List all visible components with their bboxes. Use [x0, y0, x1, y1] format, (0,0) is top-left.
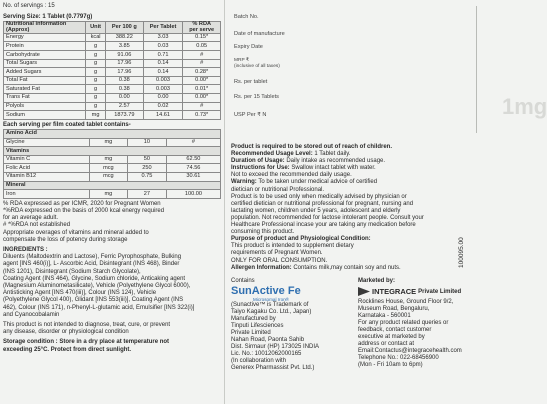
nutrition-cell: 0.14 — [143, 59, 183, 68]
info-text: Product is to be used only when medically advised by physician or — [231, 193, 407, 200]
vitamin-section-header — [4, 181, 221, 190]
manufacturer-line: Taiyo Kagaku Co. Ltd., Japan) — [231, 309, 312, 316]
panel-divider — [224, 0, 225, 404]
ingredients-line: Diluents (Maltodextrin and Lactose), Ferric Pyrophosphate, Bulking — [3, 254, 182, 261]
storage-line: exceeding 25°C. Protect from direct sunlight. — [3, 346, 132, 353]
nutrition-cell: g — [86, 68, 106, 77]
nutrition-cell: mg — [86, 111, 106, 120]
nutrition-cell: 17.96 — [106, 68, 144, 77]
info-text: consuming this product. — [231, 229, 295, 236]
rda-note-line: Appropriate overages of vitamins and mineral added to — [3, 229, 149, 236]
integrace-arrow-icon — [358, 287, 370, 296]
nutrition-cell: 3.85 — [106, 42, 144, 51]
info-text: dietician or nutritional Professional. — [231, 186, 325, 193]
brand-name: INTEGRACE — [372, 287, 417, 297]
nutrition-cell: 0.28* — [183, 68, 221, 77]
ingredients-line: 462), Colour (INS 171), n-Phenyl-L-glutamic acid, Emulsifier [INS 322(i)] — [3, 304, 195, 311]
batch-separator — [476, 6, 477, 133]
marketer-line: (Mon - Fri 10am to 6pm) — [358, 362, 423, 369]
nutrition-cell: 0.00 — [143, 93, 183, 102]
info-text: This product is intended to supplement dietary — [231, 243, 354, 250]
vitamin-cell: 74.56 — [166, 164, 220, 173]
nutrition-header-cell: Per 100 g — [106, 22, 144, 33]
nutrition-row — [4, 76, 221, 85]
vitamin-cell: Folic Acid — [4, 164, 90, 173]
vitamin-cell: 10 — [127, 138, 166, 147]
disclaimer-line: This product is not intended to diagnose, treat, cure, or prevent — [3, 321, 171, 328]
manufacturer-line: (In collaboration with — [231, 358, 287, 365]
vitamin-cell: mg — [89, 155, 127, 164]
marketed-block — [358, 278, 478, 369]
info-text: ONLY FOR ORAL CONSUMPTION. — [231, 257, 328, 264]
vitamin-cell: Vitamin B12 — [4, 172, 90, 181]
rda-note-line: # *%RDA not established — [3, 222, 71, 229]
batch-field-label: Batch No. — [234, 14, 259, 20]
marketer-line: For any product related queries or — [358, 320, 449, 327]
vitamin-section-header — [4, 147, 221, 156]
nutrition-header-cell: Unit — [86, 22, 106, 33]
marketer-line: Rocklines House, Ground Floor 9/2, — [358, 299, 454, 306]
ingredients-line: (INS 1201), Disintegrant (Sodium Starch Glycolate), — [3, 268, 141, 275]
rda-note-line: % RDA expressed as per ICMR, 2020 for Pregnant Women — [3, 200, 161, 207]
info-label: Duration of Usage: — [231, 158, 285, 165]
nutrition-cell: Polyols — [4, 102, 86, 111]
product-info — [231, 144, 479, 272]
nutrition-cell: g — [86, 42, 106, 51]
vitamin-cell: 50 — [127, 155, 166, 164]
sunactive-block — [231, 278, 351, 372]
ingredients-title: INGREDIENTS : — [3, 246, 48, 253]
storage-line: Storage condition : Store in a dry place at temperature not — [3, 339, 170, 346]
batch-field-label: MRP ₹ (inclusive of all taxes) — [234, 58, 280, 70]
marketer-line: address or contact at — [358, 341, 415, 348]
nutrition-cell: Energy — [4, 33, 86, 42]
nutrition-cell: 0.15* — [183, 33, 221, 42]
nutrition-row — [4, 33, 221, 42]
nutrition-row — [4, 68, 221, 77]
batch-field-label: USP Per ₹ N — [234, 112, 267, 118]
nutrition-cell: 0.01* — [183, 85, 221, 94]
nutrition-row — [4, 42, 221, 51]
vitamin-cell: mg — [89, 138, 127, 147]
nutrition-row — [4, 102, 221, 111]
nutrition-row — [4, 85, 221, 94]
info-text: Not to exceed the recommended daily usage. — [231, 172, 352, 179]
ingredients-line: (Magnesium Aluminometasilicate), Vehicle (Polyethylene Glycol 6000), — [3, 282, 191, 289]
nutrition-cell: 0.14 — [143, 68, 183, 77]
disclaimer-text — [0, 322, 224, 336]
vitamin-cell: mg — [89, 190, 127, 199]
info-label: Warning: — [231, 179, 257, 186]
nutrition-cell: 0.003 — [143, 85, 183, 94]
nutrition-cell: Protein — [4, 42, 86, 51]
ingredients-line: Coating Agent (INS 464), Glycine, Sodium chloride, Anticaking agent — [3, 275, 186, 282]
nutrition-cell: 0.02 — [143, 102, 183, 111]
marketer-line: Karnataka - 560001 — [358, 313, 411, 320]
right-panel — [226, 0, 547, 404]
manufacturer-line: Tinputi Lifesciences — [231, 323, 284, 330]
nutrition-row — [4, 59, 221, 68]
info-label: Instructions for Use: — [231, 165, 290, 172]
manufacturer-line: Private Limited — [231, 330, 271, 337]
nutrition-cell: # — [183, 102, 221, 111]
info-text: Contains milk,may contain soy and nuts. — [291, 264, 401, 271]
info-line — [231, 222, 479, 229]
info-label: Allergen Information: — [231, 264, 292, 271]
nutrition-table — [3, 21, 221, 119]
vitamin-row — [4, 164, 221, 173]
info-text: certified dietician or nutritional professional for pregnant, nursing and — [231, 200, 414, 207]
nutrition-row — [4, 51, 221, 60]
marketer-line: executive at marketed by — [358, 334, 425, 341]
marketer-line: Telephone No.: 022-68456900 — [358, 355, 439, 362]
nutrition-cell: 0.38 — [106, 85, 144, 94]
info-line — [231, 208, 479, 215]
info-text: Healthcare Professional incase your are taking any medication before — [231, 222, 416, 229]
batch-field-label: Rs. per 15 Tablets — [234, 94, 279, 100]
nutrition-cell: 0.71 — [143, 51, 183, 60]
info-text: Daily intake as recommended usage. — [284, 158, 386, 165]
vitamin-cell: Iron — [4, 190, 90, 199]
integrace-logo — [358, 287, 478, 296]
info-line — [231, 187, 479, 194]
nutrition-cell: # — [183, 51, 221, 60]
nutrition-cell: 17.96 — [106, 59, 144, 68]
vitamin-cell: 62.50 — [166, 155, 220, 164]
info-text: population. Not recommended for lactose intolerant people. Consult your — [231, 214, 424, 221]
nutrition-cell: 2.57 — [106, 102, 144, 111]
info-line — [231, 215, 479, 222]
nutrition-cell: 1873.79 — [106, 111, 144, 120]
vitamin-section-header — [4, 129, 221, 138]
vitamin-cell: mcg — [89, 164, 127, 173]
nutrition-cell: 0.03 — [143, 42, 183, 51]
marketed-title: Marketed by: — [358, 278, 396, 284]
nutrition-cell: Trans Fat — [4, 93, 86, 102]
info-label: Product is required to be stored out of reach of children. — [231, 144, 393, 150]
vitamin-row — [4, 172, 221, 181]
nutrition-cell: Saturated Fat — [4, 85, 86, 94]
sunactive-sub: Microsomal Iron® — [253, 297, 290, 303]
nutrition-cell: Total Fat — [4, 76, 86, 85]
nutrition-cell: g — [86, 102, 106, 111]
info-line — [231, 165, 479, 172]
ingredients-line: agent [INS 460(i)], L- Ascorbic Acid, Disintegrant (INS 468), Binder — [3, 261, 180, 268]
vitamin-cell: # — [166, 138, 220, 147]
nutrition-header-cell: Nutritional information (Approx) — [4, 22, 86, 33]
watermark-logo: 1mg — [502, 94, 547, 119]
vitamin-table — [3, 129, 221, 199]
nutrition-cell: g — [86, 51, 106, 60]
nutrition-header-cell: Per Tablet — [143, 22, 183, 33]
batch-field-label: Expiry Date — [234, 44, 263, 50]
nutrition-cell: Added Sugars — [4, 68, 86, 77]
vitamin-row — [4, 155, 221, 164]
nutrition-cell: 14.61 — [143, 111, 183, 120]
batch-field-label: Rs. per tablet — [234, 79, 268, 85]
nutrition-cell: g — [86, 85, 106, 94]
info-line — [231, 158, 479, 165]
vitamin-rows — [4, 129, 221, 198]
disclaimer-line: any disease, disorder or physiological condition — [3, 329, 129, 336]
vitamin-cell: Glycine — [4, 138, 90, 147]
nutrition-cell: g — [86, 93, 106, 102]
nutrition-cell: Sodium — [4, 111, 86, 120]
marketer-line: Museum Road, Bengaluru, — [358, 306, 430, 313]
nutrition-cell: g — [86, 59, 106, 68]
info-line — [231, 229, 479, 236]
info-text: requirements of Pregnant Women. — [231, 250, 323, 257]
marketer-info — [358, 299, 478, 369]
nutrition-cell: Carbohydrate — [4, 51, 86, 60]
each-serving-text: Each serving per film coated tablet contains- — [3, 121, 131, 128]
nutrition-cell: 3.03 — [143, 33, 183, 42]
nutrition-cell: 0.00* — [183, 93, 221, 102]
nutrition-cell: 0.003 — [143, 76, 183, 85]
nutrition-row — [4, 93, 221, 102]
contains-label: Contains — [231, 278, 255, 284]
vitamin-cell: Vitamin C — [4, 155, 90, 164]
nutrition-cell: kcal — [86, 33, 106, 42]
storage-text — [0, 339, 224, 353]
vitamin-cell: 250 — [127, 164, 166, 173]
nutrition-cell: 388.22 — [106, 33, 144, 42]
rda-note-line: *%RDA expressed on the basis of 2000 kcal energy required — [3, 207, 165, 214]
info-line — [231, 172, 479, 179]
nutrition-cell: 0.00* — [183, 76, 221, 85]
manufacturer-line: Lic. No.: 10012062000165 — [231, 351, 302, 358]
ingredients-line: (Polyethylene Glycol 400), Glidant [INS 553(iii)], Coating Agent (INS — [3, 297, 184, 304]
servings-text: No. of servings : 15 — [3, 3, 55, 9]
nutrition-row — [4, 111, 221, 120]
sunactive-logo: SunActive Fe — [231, 285, 301, 298]
vitamin-row — [4, 190, 221, 199]
info-line — [231, 201, 479, 208]
vitamin-row — [4, 138, 221, 147]
info-label: Purpose of product and Physiological Condition: — [231, 236, 371, 243]
ingredients-text — [0, 254, 224, 319]
ingredients-line: and Cyanocobalamin — [3, 311, 60, 318]
vitamin-cell: 100.00 — [166, 190, 220, 199]
vitamin-section-title: Amino Acid — [4, 129, 221, 138]
info-line — [231, 144, 479, 151]
info-text: To be taken under medical advice of certified — [256, 179, 378, 186]
nutrition-cell: Total Sugars — [4, 59, 86, 68]
nutrition-cell: 0.00 — [106, 93, 144, 102]
vitamin-cell: 0.75 — [127, 172, 166, 181]
nutrition-cell: 0.73* — [183, 111, 221, 120]
nutrition-cell: g — [86, 76, 106, 85]
manufacturer-line: Dist. Sirmaur (HP) 173025 INDIA — [231, 344, 320, 351]
batch-field-label: Date of manufacture — [234, 31, 285, 37]
manufacturer-info — [231, 302, 351, 372]
info-line — [231, 236, 479, 243]
rda-note-line: for an average adult. — [3, 215, 59, 222]
info-text: 1 Tablet daily. — [312, 151, 351, 158]
nutrition-rows — [4, 33, 221, 119]
info-label: Recommended Usage Level: — [231, 151, 313, 158]
info-line — [231, 151, 479, 158]
ingredients-line: Antisticking Agent [INS 470(iii)], Colour (INS 124), Vehicle — [3, 290, 157, 297]
vitamin-cell: mcg — [89, 172, 127, 181]
nutrition-cell: 0.05 — [183, 42, 221, 51]
info-line — [231, 258, 479, 265]
serving-size: Serving Size: 1 Tablet (0.7797g) — [3, 14, 93, 21]
manufacturer-line: Generex Pharmassist Pvt. Ltd.) — [231, 365, 315, 372]
info-text: Swallow intact tablet with water. — [289, 165, 376, 172]
info-text: lactating women, children under 5 years, adolescent and elderly — [231, 207, 401, 214]
side-code: 100095.00 — [458, 237, 465, 268]
info-line — [231, 250, 479, 257]
vitamin-cell: 27 — [127, 190, 166, 199]
manufacturer-line: Nahan Road, Paonta Sahib — [231, 337, 305, 344]
nutrition-cell: 0.38 — [106, 76, 144, 85]
brand-suffix: Private Limited — [418, 288, 462, 295]
nutrition-cell: # — [183, 59, 221, 68]
vitamin-section-title: Mineral — [4, 181, 221, 190]
info-line — [231, 265, 479, 272]
marketer-line: Email:Contactus@integracehealth.com — [358, 348, 462, 355]
vitamin-section-title: Vitamins — [4, 147, 221, 156]
vitamin-cell: 30.61 — [166, 172, 220, 181]
marketer-line: feedback, contact customer — [358, 327, 432, 334]
nutrition-header-cell: % RDA per serve — [183, 22, 221, 33]
info-line — [231, 194, 479, 201]
info-line — [231, 179, 479, 186]
rda-notes — [0, 201, 224, 244]
info-line — [231, 243, 479, 250]
left-panel — [0, 0, 224, 404]
manufacturer-line: Manufactured by — [231, 316, 276, 323]
rda-note-line: compensate the loss of potency during storage — [3, 236, 128, 243]
nutrition-cell: 91.06 — [106, 51, 144, 60]
manufacturer-line: (Sunactive™ is Trademark of — [231, 302, 309, 309]
